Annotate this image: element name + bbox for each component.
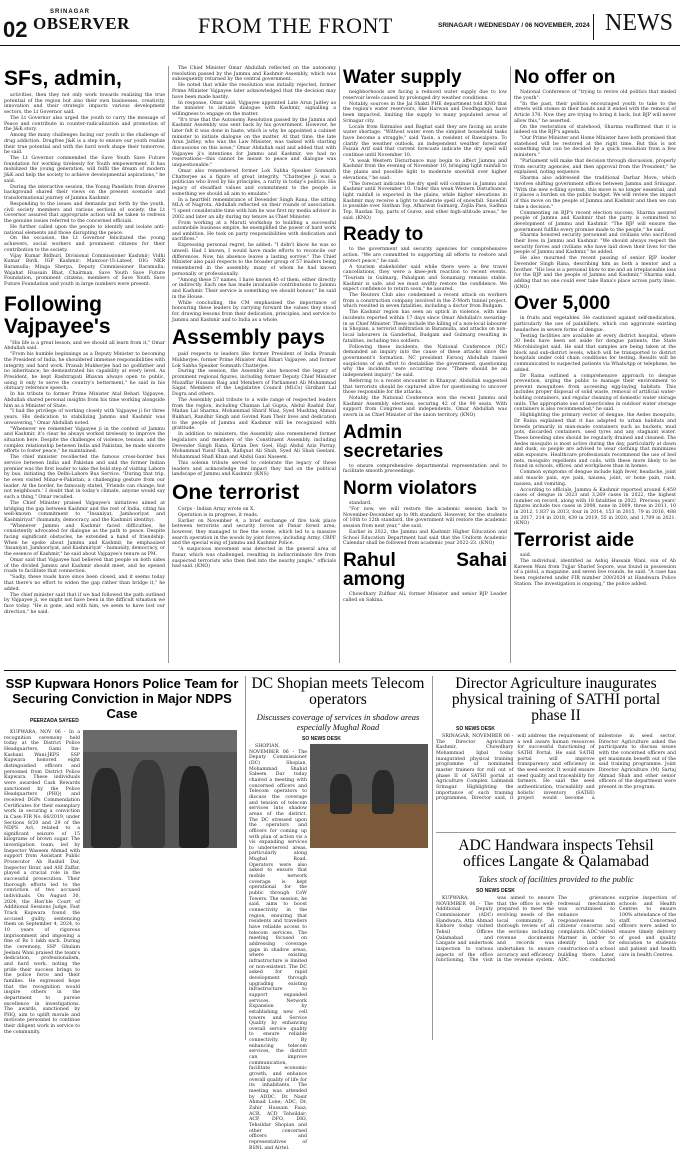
- paragraph: Common symptoms of dengue include high fever, headache, joint and muscle pain, eye pain, nausea, joint, or bone pain, rash, nausea, and vomiting.: [514, 470, 676, 487]
- headline-terrorist-aide: Terrorist aide: [514, 530, 635, 552]
- paragraph: Among the many challenges facing our youth is the challenge of drug addiction. Drugfree J&K is a step to ensure our youth realize their true potential and with the hard work shape their tomorrow, he said.: [4, 133, 165, 156]
- meeting-photo: [310, 744, 428, 848]
- column-rule: [339, 66, 340, 663]
- byline-story3: SO NEWS DESK: [456, 726, 495, 732]
- col3-body-5: [343, 592, 507, 603]
- paragraph: Operation is in progress, it reads.: [178, 512, 259, 518]
- paragraph: to ensure comprehensive departmental representation and to facilitate smooth proceedings.: [343, 463, 507, 475]
- paragraph: "In the past, their politics encouraged youth to take to the streets with stones in their hands and it ended with the removal of Article 370. Now they are trying to bring it back, but BJP will never allow this," he asserted.: [514, 101, 676, 124]
- paragraph: "His life is a great lesson, and we should all learn from it," Omar Abdullah said.: [4, 340, 165, 352]
- paragraph: The individual, identified as Ashiq Hussain Wani, son of Ab Kareem Wani from Tujjar Sharief Sopore, was found in possession of a pistol, a magazine, and seven live rounds, he said. "A case has been registered under FIR number 200/2024 at Handwara Police Station. The investigation is ongoing," the police added.: [514, 559, 676, 587]
- paragraph: neighborhoods are facing a reduced water supply due to low reservoir levels caused by prolonged dry weather conditions.: [343, 90, 507, 101]
- headline-assembly-pays: Assembly pays: [172, 326, 325, 350]
- ceremony-photo: [83, 730, 237, 848]
- paragraph: Commenting on BJP's recent election success, Sharma assured people of Jammu and Kashmir that the party is committed to development of Jammu and Kashmir. "The BJP will ensure the government fulfills every promise made to the people," he said.: [514, 210, 676, 233]
- headline-water-supply: Water supply: [343, 67, 462, 88]
- paragraph: In response, Omar said, Vajpayee appointed Late Arun Jaitley as the minister to initiate dialogue with Kashmir, signalling a willingness to engage on the matter.: [172, 100, 336, 117]
- paragraph: During the interactive session, the Young Panelists from diverse background shared their views on the present scenario and transformational journey of Jammu Kashmir.: [4, 184, 165, 201]
- section-divider: [593, 14, 594, 40]
- headline-one-terrorist: One terrorist: [172, 480, 300, 504]
- paragraph: The chief minister recollected the famous cross-border bus service between India and Pakistan and said the former Indian premier was the first leader to take the bold step of visiting Lahore by bus, initiating the Delhi-Lahore Bus Service. "During that trip, he even visited Minar-e-Pakistan, a challenging gesture from our leader. At the border, he famously stated, 'Friends can change, but not neighbours.' I doubt that in today's climate, anyone would say such a thing," Omar recalled.: [4, 455, 165, 500]
- paragraph: "It's true that the Autonomy Resolution passed by the Jammu and Kashmir Assembly was sent back by his government. However, he later felt it was done in haste, which is why he appointed a cabinet minister to initiate dialogue on the matter. At that time, the late Arun Jaitley, who was the Law Minister, was tasked with starting discussions on this issue," Omar Abdullah said and added that with Vajpayee ji's intentions for Jammu and Kashmir, we had no reservations—this cannot be meant to peace and dialogue was unquestionable.": [172, 117, 336, 169]
- headline-ready-to: Ready to: [343, 224, 424, 246]
- section-rule: [4, 670, 676, 671]
- paragraph: "From his humble beginnings as a Deputy Minister to becoming the President of India, he shouldered immense responsibilities with integrity and hard work. Pranab Mukherjee had no godfather and no inheritance; he demonstrated his capability at every level. As President, he kept Rashtrapati Bhavan always open to public, using it only to serve the country's betterment," he said in his obituary reference speech.: [4, 352, 165, 392]
- paragraph: standard.: [349, 501, 372, 507]
- paragraph: On the occasion, the Lt Governor felicitated the young achievers, social workers and prominent citizens for their contribution to the society.: [4, 236, 165, 253]
- col3-body-2: [343, 247, 507, 418]
- paragraph: paid respects to leaders like former President of India Pranab Mukherjee, former Prime Minister Atal Bihari Vajpayee, and former Lok Sabha Speaker Somnath Chatterjee.: [172, 352, 336, 369]
- kicker-adc-handwara: Takes stock of facilities provided to the public: [478, 874, 634, 884]
- paragraph: in fruits and vegetables. He cautioned against self-medication, particularly the use of painkillers, which can aggravate existing headaches in severe forms of dengue.: [514, 316, 676, 333]
- paragraph: to the government and security agencies for comprehensive action. "We are committed to supporting all efforts to restore and protect peace," he said.: [343, 247, 507, 264]
- paragraph: Referring to a recent encounter in Khanyar, Abdullah suggested that terrorists should be captured alive for questioning to uncover those responsible for the attacks.: [343, 378, 507, 396]
- paragraph: Expressing personal regret, he added: "I didn't know he was so unwell. Had I known, I would have made efforts to reconcile our differences. Now, his absence leaves a lasting sorrow." The Chief Minister also paid respects to the broader group of 57 leaders being remembered in the assembly, many of whom he had known personally or professionally.: [172, 243, 336, 277]
- headline-rahul-sahai: Rahul Sahai among: [343, 549, 507, 590]
- paragraph: In a heartfelt remembrance of Devender Singh Rana, the sitting MLA of Nagrota, Abdullah reflected on their rounds of association. "I spent considerable time with him he was first my media advisor in 2002 and later an ally during my tenure as Chief Minister.: [172, 197, 336, 220]
- paragraph: "Parliament will make that decision through discussion, properly from security agencies, and then approval from the President," he explained, noting sequence.: [514, 159, 676, 176]
- paragraph: Sharma also addressed the traditional Darbar Move, which involves shifting government offices between Jammu and Srinagar. "With the new e-filing system, this move is no longer essential, and it places a burden on the public budget. We will review the impact of this move on the people of Jammu and Kashmir and then we can take a decision.": [514, 176, 676, 210]
- col3-body-4: [343, 501, 507, 547]
- col2-body: [172, 66, 336, 323]
- paragraph: Responding to the issues and demands put forth by the youth, civil society members and various sections of society, the Lt Governor assured that appropriate action will be taken to redress the genuine issues referred to the concerned officials.: [4, 201, 165, 224]
- paragraph: "Whenever Jammu and Kashmir faced difficulties, he consistently advocated for dialogue as the path to peace. Despite facing significant obstacles, he extended a hand of friendship. When he spoke about Jammu and Kashmir, he emphasized 'Insaniyat, Jamhooriyat, and Kashmiriyat' - humanity, democracy, or the essence of Kashmir," he said about Vajpayee's tenure as PM.: [4, 523, 165, 558]
- paragraph: National Conference of "trying to revive old politics that misled the youth".: [514, 90, 676, 101]
- column-1: [4, 66, 165, 666]
- paragraph: Locals from Batmaloo and Baghat said they are facing an acute water shortage. "Without water even the simplest household tasks have become a struggle," said Yasin, a resident of Rawalpora. To clarify the weather outlook, an independent weather forecaster Faizan Arif said that current forecasts indicate the dry spell will continue until November 10.: [343, 124, 507, 158]
- paragraph: Omar also remembered former Lok Sabha Speaker Somnath Chatterjee as a figure of great integrity. "Chatterjee ji was a politician who lived by his principles, a rarity in today's politics. His legacy of steadfast values and commitment to the people is something we should all aim to emulate.": [172, 169, 336, 197]
- paragraph: In addition to ministers, the Assembly also remembered former legislators and members of the Constituent Assembly, including Devender Singh Rana, Kirtan Dev Goel, Haji Abdul Aziz Parray, Mohammad Yusuf Shah, Rafiquat Ali Shah, Syed Ali Shah Geelani, Mohammad Shafi Khan and Abdul Gani Naseem.: [172, 432, 336, 460]
- headline-director-agriculture: Director Agriculture inaugurates physical training of SATHI portal phase II: [451, 675, 661, 724]
- story2-text: SHOPIAN, NOVEMBER 06 - The Deputy Commissioner (DC) Shopian, Mohammad Shahid Saleem Dar today chaired a meeting with concerned officers and Telecom operators to discuss the coverage and tension of telecom services into shadow areas of the district. The DC stressed upon the operators and officers for coming up with plan of action vis a vis expanding services to underserved areas, particularly along Mughal Road. Operators were also asked to ensure that mobile network coverage is kept operational for the public through CoW Towers. The session, he said, aims to boost connectivity in the region, ensuring that residents and travellers have reliable access to telecom services. The meeting focused on addressing coverage gaps in shadow areas, where existing infrastructure is limited or non-existent. The DC asked for rapid development through upgrading existing infrastructure to support expanded services. Network Expansion by establishing new cell towers and Service Quality by enhancing overall service quality to ensure reliable connectivity. By enhancing telecom services, the district can improve communication, facilitate economic growth, and enhance overall quality of life for its inhabitants. The meeting was attended by ADDC, Dr. Nasir Ahmad Lone; ADC, Dr. Zahir Hussain Faaz; ACR, ACD Tehsildar; ACP, DFO, DIO, Tehsildar Shopian and other concerned officers and representatives of BSNL and Airtel.: [249, 744, 307, 1151]
- paragraph: "For now, we will restore the academic session back to November-December up to 9th standard. However, for the students of 10th to 12th standard, the government will restore the academic session from next year," she said.: [343, 507, 507, 529]
- story2-body: [249, 744, 307, 1151]
- newspaper-logo: OBSERVER: [33, 14, 130, 33]
- masthead: [0, 0, 680, 46]
- page-number: 02: [3, 17, 28, 42]
- col1-body-2: [4, 341, 165, 615]
- paragraph: According to officials, Jammu & Kashmir reported around 6,459 cases of dengue in 2023 and 3,269 cases in 2022, the highest number on record, along with 18 fatalities in 2022. Previous years' figures include two cases in 2008, none in 2009, three in 2011, 10 in 2012, 1,837 in 2013, four in 2014, 153 in 2015, 79 in 2016, 488 in 2017, 214 in 2018, 439 in 2019, 55 in 2020, and 1,709 in 2021. (KNO): [514, 487, 676, 527]
- paragraph: Corps - Indian Army wrote on X.: [178, 506, 255, 512]
- paragraph: On the restoration of statehood, Sharma reaffirmed that it is indeed on the BJP's agenda.: [514, 124, 676, 136]
- story4-body: [436, 896, 676, 1040]
- story1-body-a: [4, 730, 80, 1040]
- column-2: [172, 66, 336, 666]
- paragraph: activities, then they not only work towards realizing the true potential of the region but also their own businesses, creativity, innovation and their strategic impacts various development sectors, the Lt Governor said.: [4, 93, 165, 115]
- column-3: [343, 66, 507, 666]
- paragraph: The Chief Minister Omar Abdullah reflected on the autonomy resolution passed by the Jammu and Kashmir Assembly, which was subsequently returned by the central government.: [172, 66, 336, 83]
- paragraph: "I had the privilege of working closely with Vajpayee ji for three years. His dedication to stabilizing Jammu and Kashmir was unwavering," Omar Abdullah noted.: [4, 409, 165, 426]
- paragraph: Notably, sources in the Jal Shakti PHE department told KNO that the region's water reservoirs, like Harwan and Doodhganga, have been impacted, limiting the supply to many populated areas of Srinagar city.: [343, 101, 507, 124]
- headline-admin-secretaries: Admin secretaries: [343, 421, 444, 462]
- column-rule: [245, 676, 246, 1040]
- column-rule: [168, 66, 169, 663]
- paragraph: "Whenever we remember Vajpayee ji in the context of Jammu and Kashmir, it's clear he always worked tirelessly to improve the situation here. Despite the challenges of violence, tension, and the complex relationship between India and Pakistan, he made sincere efforts to foster peace," he maintained.: [4, 426, 165, 455]
- col4-body: [514, 90, 676, 290]
- dateline: SRINAGAR / WEDNESDAY / 06 NOVEMBER, 2024: [438, 22, 590, 29]
- headline-dc-shopian: DC Shopian meets Telecom operators: [251, 675, 425, 708]
- byline-story4: SO NEWS DESK: [476, 888, 515, 894]
- story1-text: KUPWARA, NOV 06 - In a recognition ceremony held today at the District Police Headquarters, Gami Ins-Kashani Wani-JKPS SSP Kupwara honored eight distinguished officers and personnel from District Police Kupwara. These individuals were awarded Cash Rewards sanctioned by the Police Headquarters (PHQ) and received DGPs Commendation Certificates for their exemplary work in securing a conviction in Case FIR No. 66/2019, under Sections 8/20 and 29 of the NDPS Act, related to a significant seizure of 15 kilograms of brown sugar. The investigation team, led by Inspector Waseem Ahmad with support from Assistant Public Prosecutor Ab Rashid Dar, Inspector Ibrar, and ASI Zaffar, played a crucial role in the successful prosecution. Their thorough efforts led to the conviction of two accused individuals. On August 30, 2024, the Hon'ble Court of Additional Sessions Judge, Fast Track Kupwara found the accused guilty, sentencing them on September 4, 2024, to 10 years of rigorous imprisonment and imposing a fine of Rs 1 lakh each. During the ceremony, SSP Ghulam Jeelani Wani praised the team's dedication, professionalism, and hard work, noting the pride their success brings to the police force and their families. He expressed hope that the recognition would inspire others in the department to pursue excellence in investigations. The awards, sanctioned by PHQ, aim to uplift morale and motivate personnel to continue their diligent work in service to the community.: [4, 730, 80, 1035]
- paragraph: In his tribute to former Prime Minister Atal Behari Vajpayee, Abdullah shared personal insights from his time working alongside him as a Minister of State.: [4, 392, 165, 409]
- paragraph: "Sadly, these roads have since been closed, and it seems today that there's no effort to widen the gap rather than bridge it," he added.: [4, 575, 165, 592]
- paragraph: The Chief Minister praised Vajpayee's initiatives aimed at bridging the gap between Kashmir and the rest of India, citing his well-known commitment to "Insaniyat, Jamhooriyat and Kashmiriyat" (humanity, democracy, and the Kashmiri identity).: [4, 500, 165, 523]
- paragraph: While concluding, the CM emphasised the importance of honouring these leaders by carrying forward the values they stood for, drawing lessons from their dedication, principles, and service to Jammu and Kashmir and to India as a whole.: [172, 300, 336, 323]
- edition-title: FROM THE FRONT: [198, 13, 393, 38]
- headline-adc-handwara: ADC Handwara inspects Tehsil offices Langate & Qalamabad: [458, 837, 654, 870]
- paragraph: The Assembly paid tribute to a wide range of respected leaders from the region, including Chaman Lal Gupta, Abdul Rashid Dar, Madan Lal Sharma, Mohammad Sharif Niaz, Syed Mushtaq Ahmad Bukhari, Randhir Singh and Govind Ram Their lives and dedication to the people of Jammu and Kashmir will be recognized with gratitude.: [172, 398, 336, 432]
- column-rule: [432, 676, 433, 1040]
- story3-text: SRINAGAR, NOVEMBER 06 - The Director Agriculture Kashmir, Chowdhary Mohammad Iqbal today inaugurated physical training programme of nominated master trainers for roll out of phase II of SATHI portal at Agriculture Complex Lalmandi Srinagar. Highlighting the importance of such training programmes, Director said, it will address the requirement of a well aware human resources for successful functioning of SATHI Portal. He said SATHI portal will improve transparency and efficiency in the seed sector. It would ensure seed quality and traceability for farmers. He said the seed authentication, traceability and holistic inventory (SATHI) project would become a milestone in seed sector. Director Agriculture asked the participants to discuss issues with the concerned officers and get maximum benefit out of the said training programme. Joint Director Agriculture (M) Sartaj Ahmad Shah and other senior officers of the department were present in the program.: [436, 734, 676, 802]
- paragraph: Following these incidents, the National Conference (NC) demanded an inquiry into the cause of these attacks since the government's formation. NC president Farooq Abdullah raised suspicions of an effort to destabilize the government, questioning why the incidents were occurring now. "There should be an independent inquiry," he said.: [343, 344, 507, 378]
- paragraph: The Kashmir region has seen an uptick in violence, with nine incidents reported within 17 days since Omar Abdullah's swearing-in as Chief Minister. These include the killing of a non-local labourer in Shopian, a terrorist infiltration in Baramulla, and attacks on non-local labourers in Ganderbal, Budgam and Gulmarg resulting in fatalities, including two soldiers.: [343, 310, 507, 344]
- paragraph: "A weak Western Disturbance may begin to affect Jammu and Kashmir from the evening of November 10, bringing light rainfall to the plains and possible light to moderate snowfall over higher elevations," he said.: [343, 158, 507, 181]
- col4-body-2: [514, 316, 676, 527]
- paragraph: The Reuters Club also condemned a recent attack on workers from a construction company involved in the Z-Morh tunnel project, which resulted in seven fatalities, including a doctor from Budgam.: [343, 293, 507, 310]
- paragraph: The Lt Governor commended the Save Youth Save Future foundation for working tirelessly for Youth empowerment. It has mobilized the young generation, will fulfil the dream of modern J&K and help the society to achieve developmental aspirations," he said.: [4, 156, 165, 184]
- paragraph: A tourism stakeholder said while there were a few travel cancellations, they were a knee-jerk reaction to recent events. "Tourism in Gulmarg, Pahalgam and Sonamarg remains stable. Kashmir is safe, and we must swiftly restore the confidence. We expect confidence to return soon," he assured.: [343, 264, 507, 293]
- paragraph: From working at a Maruti workshop to building a successful automobile business empire, he exemplified the power of hard work and ambition. He took on party responsibilities with dedication and sacrifices.": [172, 220, 336, 243]
- column-4: [514, 66, 676, 666]
- story3-body: [436, 734, 676, 828]
- paragraph: Testing facilities are available at every district hospital, where 30 beds have been set aside for dengue patients, the State Microbiologist said. He said that samples are being taken at the block and sub-district levels, which will be transported to district hospitals under cold chain conditions for testing. Results will be communicated to suspected patients via WhatsApp or telephone, he added.: [514, 333, 676, 373]
- paragraph: He further called upon the people to identify and isolate anti-national elements and those disrupting the peace.: [4, 224, 165, 236]
- paragraph: This solemn tribute served to celebrate the legacy of these leaders and acknowledge the impact they had on the political landscape of Jammu and Kashmir. (KNS): [172, 460, 336, 478]
- paragraph: Highlighting the primary vector of dengue, the Aedes mosquito, Dr Raina explained that it has adapted to urban habitats and breeds primarily in man-made containers such as buckets, mud pots, discarded containers, used tyres and any stagnant water. These breeding sites should be regularly drained and cleaned. The Aedes mosquito is most active during the day, particularly at dawn and dusk, so people are advised to wear clothing that minimizes skin exposure. Healthcare professionals recommend the use of bed nets, mosquito repellents and coils, with these more likely to be found in schools, offices, and workplaces than in homes.: [514, 413, 676, 470]
- paragraph: "Our Prime Minister and Home Minister have both promised that statehood will be restored at the right time. But this is not something that can be decided by a quick resolution from a few ministers.": [514, 136, 676, 159]
- headline-no-offer: No offer on: [514, 67, 616, 88]
- paragraph: The Lt Governor also urged the youth to carry the message of Peace and contribute in counter-radicalization and promotion of the J&K story.: [4, 115, 165, 133]
- paragraph: Omar said that Vajpayee had believed that people on both sides of the divided Jammu and Kashmir should meet, and he opened roads to facilitate that connection.: [4, 558, 165, 575]
- col4-body-3: [514, 553, 676, 587]
- section-name: NEWS: [605, 10, 673, 36]
- col2-body-2: [172, 352, 336, 478]
- paragraph: "A suspicious movement was detected in the general area of Panar, which was challenged, resulting in indiscriminate fire from suspected terrorists who then fled into the nearby jungle," officials had said. (KNO): [172, 547, 336, 570]
- paragraph: Sharma honored security personnel and civilians who sacrificed their lives in Jammu and Kashmir. "We should always respect the security forces and civilians who have laid down their lives for the people of Jammu and Kashmir," he added.: [514, 233, 676, 256]
- column-rule: [510, 66, 511, 663]
- paragraph: "The forecast indicates the dry spell will continue in Jammu and Kashmir until November 10. Under this weak Western Disturbance, light rainfall is expected in the plains, while higher elevations in Kashmir may receive a light to moderate spell of snowfall. Snowfall is possible over Sinthan Top, Afharwat Gulmarg, Zojila Pass, Sadhna Top, Razdan Top, parts of Gurez, and other high-altitude areas," he said. (KNO): [343, 181, 507, 221]
- paragraph: During the session, the Assembly also honored the legacy of prominent regional figures, including former Deputy Chief Minister Muzaffar Hussain Baig and Members of Parliament Ali Mohammad Sagar, Members of the Legislative Council (MLCs) Girdhari Lal Dogra and others.: [172, 369, 336, 398]
- paragraph: He noted that while the resolution was initially rejected, former Prime Minister Vajpayee later acknowledged that the decision may have been made hastily.: [172, 83, 336, 100]
- headline-following-vajpayee: Following Vajpayee's: [4, 292, 111, 338]
- col2-body-3: [172, 507, 336, 570]
- paragraph: Dr Raina outlined a comprehensive approach to dengue prevention, urging the public to manage their environment to prevent mosquitoes from accessing egg-laying habitats. This includes proper disposal of solid waste, removal of artificial water-holding containers, and regular cleaning of domestic water storage units. The appropriate use of insecticides in outdoor water storage containers is also recommended," he said.: [514, 373, 676, 413]
- paragraph: Chowdhary Zulfkar Ali, former Minister and senior BJP Leader called on Sakina.: [343, 591, 507, 603]
- headline-sfs-admin: SFs, admin,: [4, 67, 122, 90]
- headline-over-5000: Over 5,000: [514, 293, 611, 315]
- kicker-dc-shopian: Discusses coverage of services in shadow areas especially Mughal Road: [256, 712, 420, 732]
- col1-body: [4, 93, 165, 288]
- byline-story2: SO NEWS DESK: [302, 736, 341, 742]
- paragraph: Earlier on November 4, a brief exchange of fire took place between terrorists and security forces at Panar forest area; however, they managed to flee the scene, which led to a massive search operation in the woods by joint forces, including Army, CRPF and the special wing of Jammu and Kashmir Police.: [172, 518, 336, 547]
- logo-city: SRINAGAR: [50, 9, 91, 15]
- paragraph: Vijay Kumar Bidhuri, Divisional Commissioner Kashmir; Vidhi Kumar Birdi, IGP Kashmir; Manzoor-Ul-Lateef, DIG NKR Baramulla; Minga Sherpa, Deputy Commissioner Baramulla; Wajahat Hussain Bhat, Chairman, Save Youth Save Future Foundation, prominent citizens, members of Save Youth Save Future Foundation and youth in large numbers were present.: [4, 253, 165, 288]
- paragraph: said.: [520, 553, 532, 559]
- story4-text: KUPWARA, NOVEMBER 06 - The Additional Deputy Commissioner (ADC) Handwara, Atta Ahmad Kishore today visited Tehsil Offices Qalamabad and Langate and undertook inspection to various aspects of the office functioning. The visit was aimed to ensure that the office is well-prepared to meet the evolving needs of the local community. A thorough review of all the sections including revenue documents and records was undertaken to ensure accuracy and efficiency in the revenue system. The grievances redressal mechanism was scrutinised to enhance responsiveness to citizens' concerns and complaints. ADC visited Marmer in order to identify land for construction of a school building there. Later, ADC conducted surprise inspection of schools and Health Centres to ensure 100% attendance of the staff. Concerned officers were asked to ensure timely delivery of good and quality education to students and patient and health care in health Centres.: [436, 896, 676, 964]
- col3-body: [343, 90, 507, 221]
- paragraph: Notably, the National Conference won the recent Jammu and Kashmir Assembly elections, securing 42 of the 90 seats. With support from Congress and independents, Omar Abdullah was sworn in as Chief Minister of the union territory. (KNO): [343, 396, 507, 419]
- headline-norm-violators: Norm violators: [343, 478, 478, 500]
- byline-story1: PEERZADA SAYEED: [30, 718, 79, 724]
- paragraph: "Among these 57 names, I have known 45 of them, either directly or indirectly. Each one has made invaluable contributions to Jammu and Kashmir. Their service is something we should honour," he said in the House.: [172, 277, 336, 300]
- col3-body-3: [343, 464, 507, 475]
- paragraph: He also mourned the recent passing of senior BJP leader Devender Singh Rana, describing him as both a mentor and a brother. "His loss is a personal blow to me and an irreplaceable loss for the BJP and the people of Jammu and Kashmir," Sharma said, adding that no one could ever take Rana's place across party lines. (KNO): [514, 256, 676, 290]
- headline-ssp-kupwara: SSP Kupwara Honors Police Team for Securing Conviction in Major NDPS Case: [5, 676, 239, 721]
- paragraph: The chief minister said that if we had followed the path outlined by Vajpayee ji, we might not have been in the difficult situation we face today. "He is gone, and with him, we seem to have lost our direction," he said.: [4, 592, 165, 615]
- story-rule: [436, 832, 676, 833]
- paragraph: Earlier in 2022, the Jammu and Kashmir Higher Education and School Education Department had said that the Uniform Academic Calendar shall be followed from academic year 2022-23. (KNO): [343, 529, 507, 547]
